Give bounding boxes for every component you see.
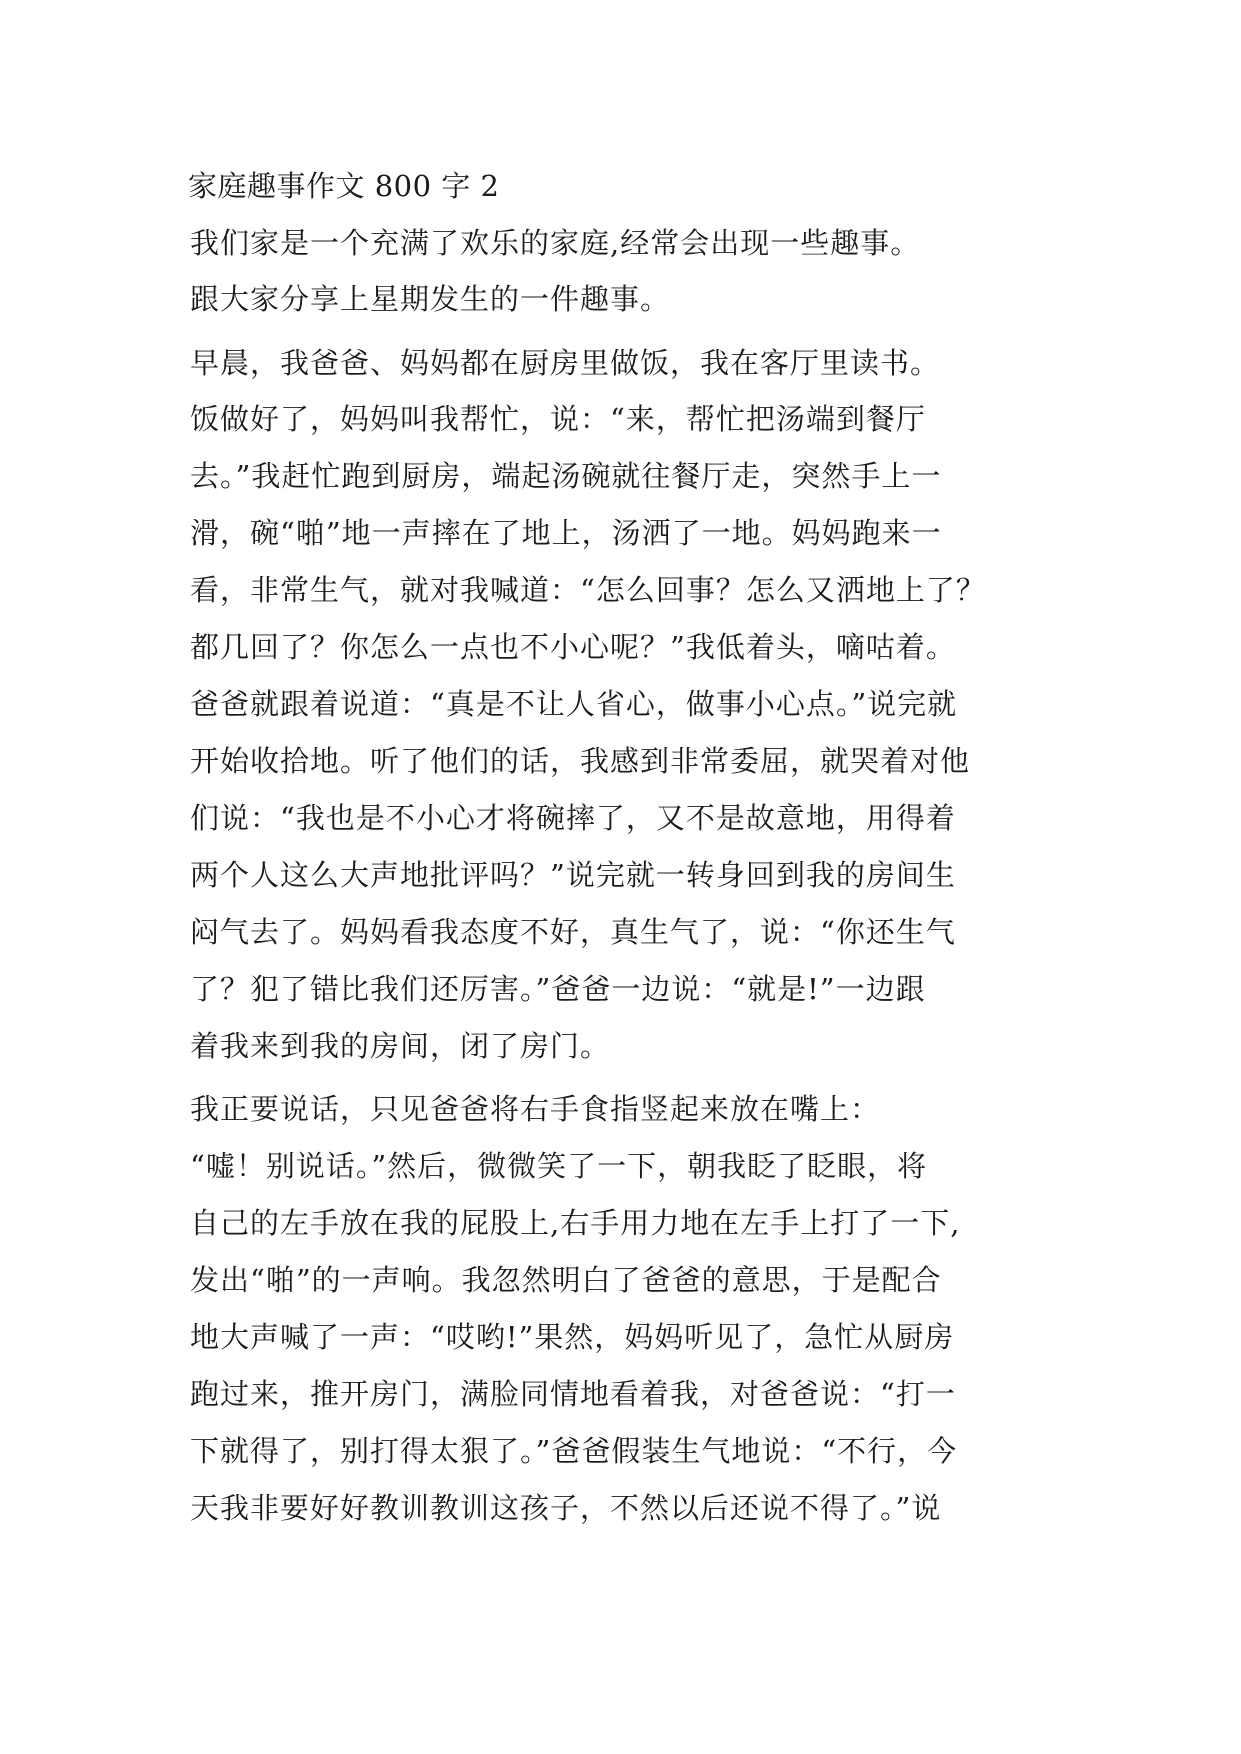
text-line: 饭做好了，妈妈叫我帮忙，说：“来，帮忙把汤端到餐厅 (190, 402, 926, 436)
text-line: 两个人这么大声地批评吗？”说完就一转身回到我的房间生 (190, 858, 956, 892)
text-line: 去。”我赶忙跑到厨房，端起汤碗就往餐厅走，突然手上一 (190, 459, 942, 493)
text-line: 天我非要好好教训教训这孩子，不然以后还说不得了。”说 (190, 1491, 942, 1525)
text-line: 了？犯了错比我们还厉害。”爸爸一边说：“就是!”一边跟 (190, 972, 926, 1006)
text-line: 我们家是一个充满了欢乐的家庭,经常会出现一些趣事。 (190, 226, 921, 260)
text-line: 发出“啪”的一声响。我忽然明白了爸爸的意思，于是配合 (190, 1263, 942, 1297)
text-line: 滑，碗“啪”地一声摔在了地上，汤洒了一地。妈妈跑来一 (190, 516, 942, 550)
text-line: 闷气去了。妈妈看我态度不好，真生气了，说：“你还生气 (190, 915, 956, 949)
text-line: 开始收拾地。听了他们的话，我感到非常委屈，就哭着对他 (190, 744, 971, 778)
text-line: 自己的左手放在我的屁股上,右手用力地在左手上打了一下, (190, 1206, 961, 1240)
text-line: 都几回了？你怎么一点也不小心呢？”我低着头，嘀咕着。 (190, 630, 956, 664)
text-line: 我正要说话，只见爸爸将右手食指竖起来放在嘴上： (190, 1092, 881, 1126)
document-title: 家庭趣事作文 800 字 2 (188, 169, 500, 203)
text-line: 看，非常生气，就对我喊道：“怎么回事？怎么又洒地上了？ (190, 573, 986, 607)
text-line: 们说：“我也是不小心才将碗摔了，又不是故意地，用得着 (190, 801, 956, 835)
text-line: 爸爸就跟着说道：“真是不让人省心，做事小心点。”说完就 (190, 687, 958, 721)
text-line: 地大声喊了一声：“哎哟!”果然，妈妈听见了，急忙从厨房 (190, 1320, 955, 1354)
text-line: 早晨，我爸爸、妈妈都在厨房里做饭，我在客厅里读书。 (190, 346, 941, 380)
text-line: 着我来到我的房间，闭了房门。 (190, 1029, 611, 1063)
text-line: 下就得了，别打得太狠了。”爸爸假装生气地说：“不行，今 (190, 1434, 958, 1468)
text-line: “嘘！别说话。”然后，微微笑了一下，朝我眨了眨眼，将 (190, 1149, 928, 1183)
text-line: 跑过来，推开房门，满脸同情地看着我，对爸爸说：“打一 (190, 1377, 956, 1411)
text-line: 跟大家分享上星期发生的一件趣事。 (190, 282, 671, 316)
